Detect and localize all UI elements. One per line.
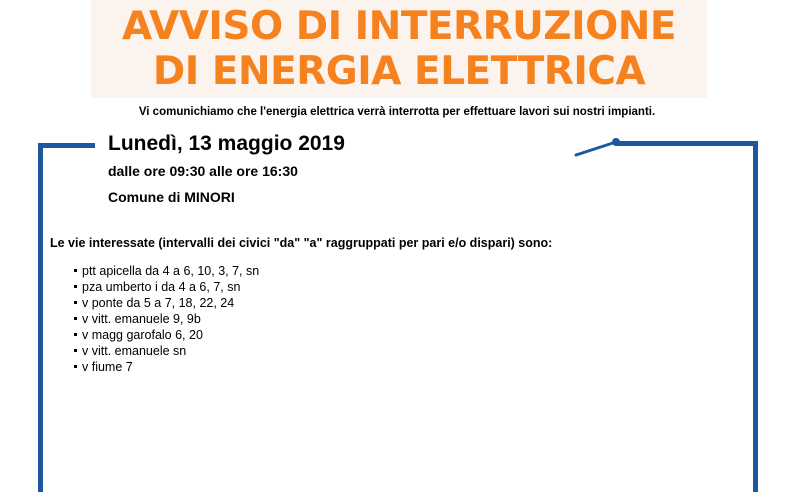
street-text: v ponte da 5 a 7, 18, 22, 24 [82,296,235,310]
bullet-icon [74,301,77,304]
interruption-time: dalle ore 09:30 alle ore 16:30 [108,163,298,179]
bullet-icon [74,349,77,352]
street-item [74,311,259,327]
clock-hand-stroke [576,142,616,155]
street-text: v vitt. emanuele sn [82,344,187,358]
headline-line-2: DI ENERGIA ELETTRICA [152,49,646,94]
street-item [74,359,259,375]
headline-banner [91,0,707,98]
notice-subline: Vi comunichiamo che l'energia elettrica verrà interrotta per effettuare lavori sui nostri impianti. [138,106,656,118]
frame-right-side-bar [753,141,758,492]
street-list [74,263,259,375]
interruption-comune: Comune di MINORI [108,189,235,205]
clock-hand-icon [574,135,624,159]
interruption-date: Lunedì, 13 maggio 2019 [108,132,345,155]
street-text: v vitt. emanuele 9, 9b [82,312,201,326]
bullet-icon [74,285,77,288]
streets-intro: Le vie interessate (intervalli dei civici "da" "a" raggruppati per pari e/o dispari) sono: [50,236,553,250]
street-text: pza umberto i da 4 a 6, 7, sn [82,280,241,294]
street-text: v magg garofalo 6, 20 [82,328,203,342]
bullet-icon [74,317,77,320]
street-item [74,327,259,343]
street-text: v fiume 7 [82,360,133,374]
bullet-icon [74,333,77,336]
frame-left-top-bar [38,143,95,148]
street-text: ptt apicella da 4 a 6, 10, 3, 7, sn [82,264,260,278]
frame-right-top-bar [616,141,758,146]
bullet-icon [74,365,77,368]
frame-left-side-bar [38,143,43,492]
headline-line-1: AVVISO DI INTERRUZIONE [121,4,677,49]
street-item [74,295,259,311]
street-item [74,343,259,359]
street-item [74,263,259,279]
bullet-icon [74,269,77,272]
street-item [74,279,259,295]
clock-hand-pivot [612,138,620,146]
